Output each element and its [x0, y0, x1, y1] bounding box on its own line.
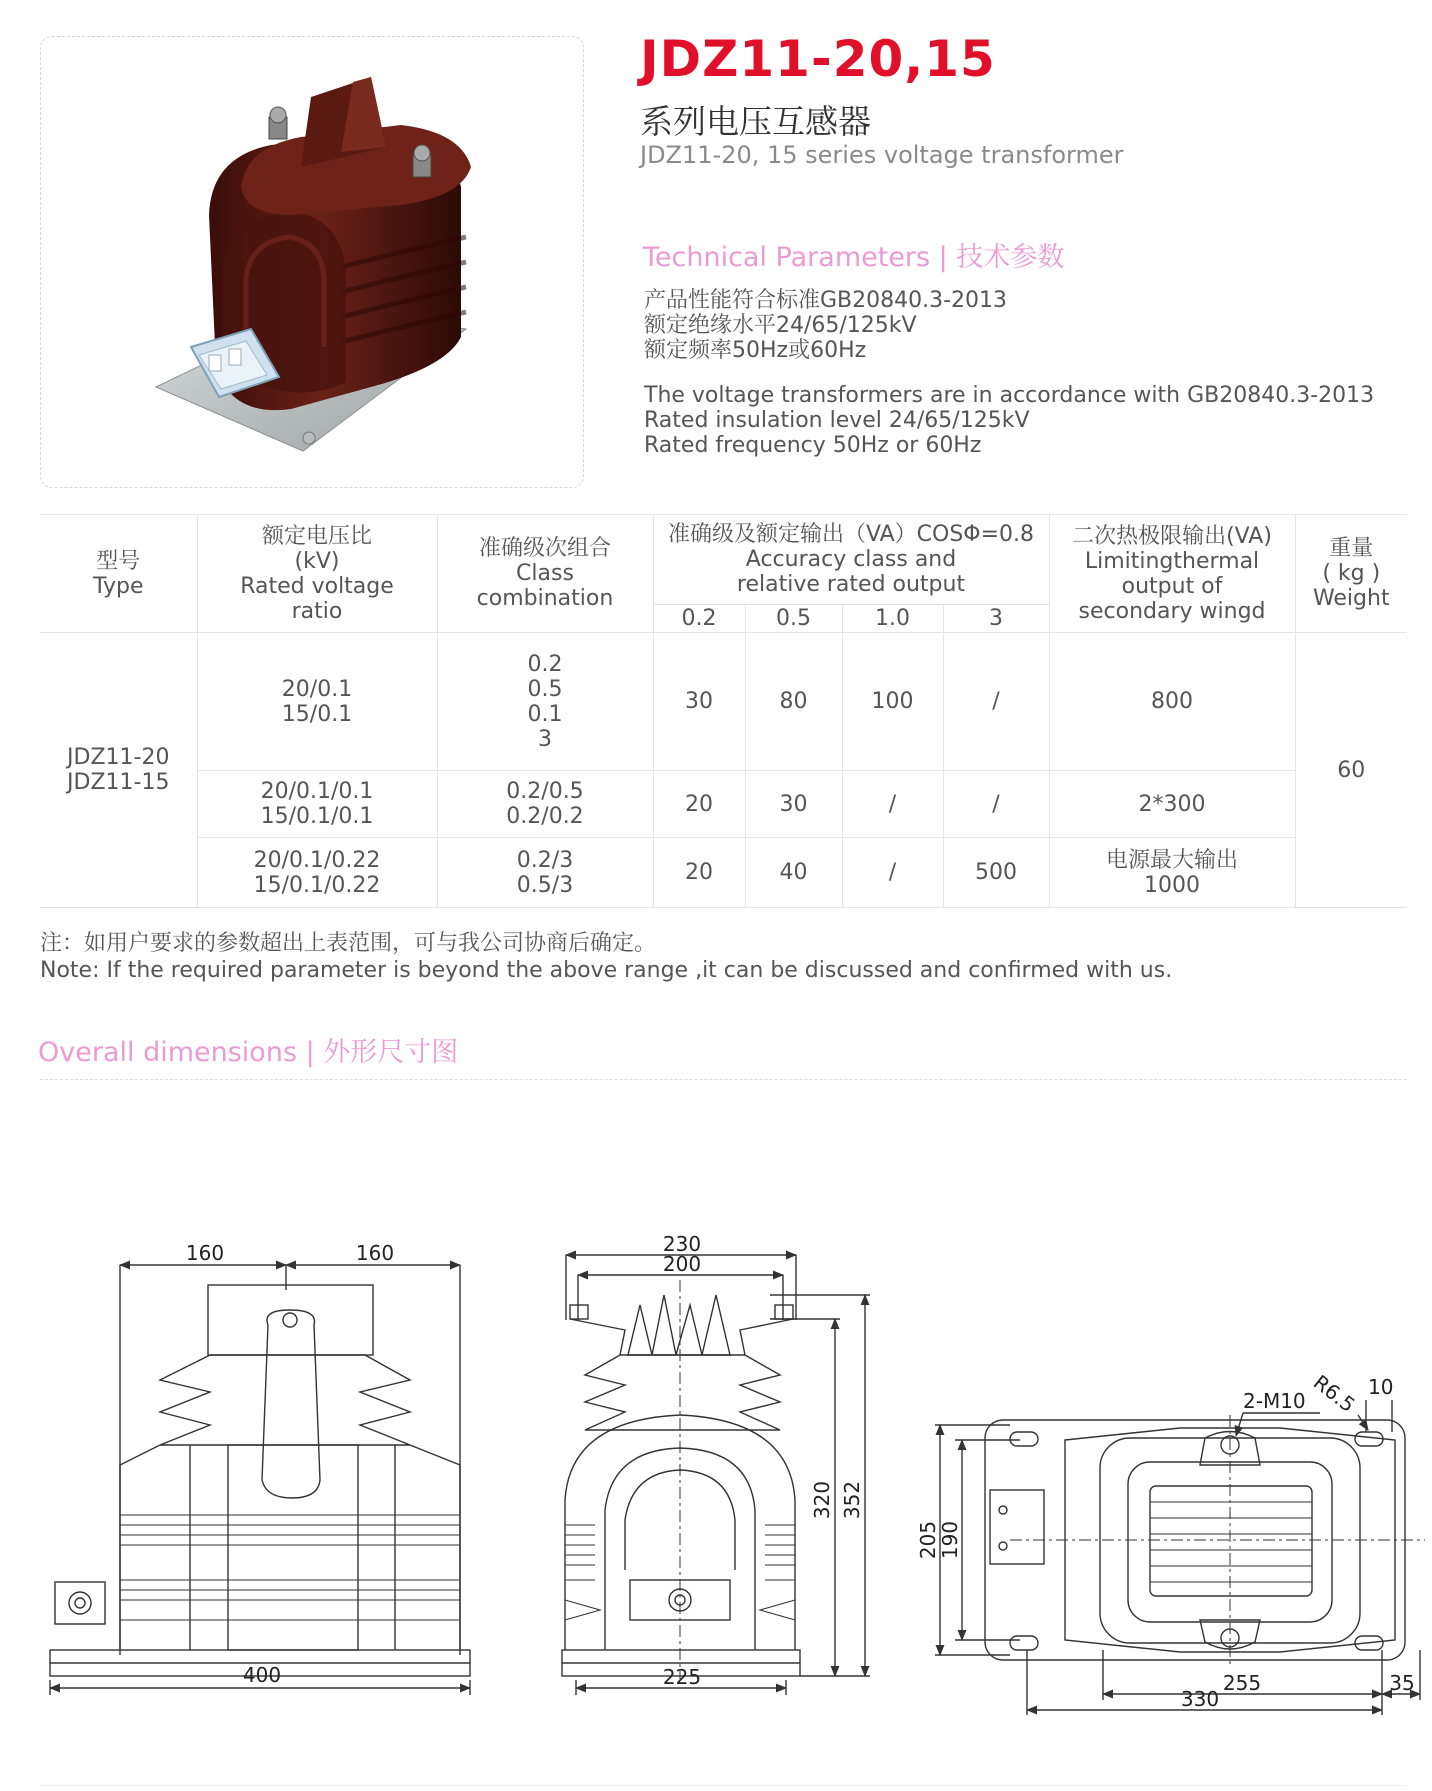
ratio-cell: 20/0.1/0.22 15/0.1/0.22: [197, 838, 437, 908]
header-thermal: 二次热极限输出(VA) Limitingthermal output of secondary wingd: [1049, 515, 1295, 633]
dim-plan-h-outer: 205: [916, 1520, 940, 1560]
value-cell: 40: [745, 838, 842, 908]
header-voltage-ratio: 额定电压比 (kV) Rated voltage ratio: [197, 515, 437, 633]
dim-plan-slot: 10: [1368, 1375, 1394, 1399]
technical-en-block: [644, 383, 1374, 458]
dim-side-height-outer: 352: [840, 1480, 864, 1520]
thermal-cell: 2*300: [1049, 771, 1295, 838]
value-cell: /: [943, 633, 1049, 771]
header-type: 型号 Type: [40, 515, 197, 633]
header-acc-3: 3: [943, 605, 1049, 633]
technical-cn-block: [644, 288, 1007, 363]
thermal-cell: 800: [1049, 633, 1295, 771]
technical-parameters-heading: Technical Parameters | 技术参数: [643, 242, 1065, 273]
value-cell: 20: [653, 838, 745, 908]
product-photo: [41, 37, 585, 489]
note-cn: 注：如用户要求的参数超出上表范围，可与我公司协商后确定。: [40, 931, 657, 956]
side-view: [562, 1255, 870, 1695]
header-accuracy: 准确级及额定输出（VA）COSΦ=0.8 Accuracy class and relative rated output: [653, 515, 1049, 605]
weight-cell: 60: [1295, 633, 1407, 908]
dim-front-left: 160: [185, 1241, 225, 1265]
plan-view: [935, 1400, 1425, 1715]
value-cell: 80: [745, 633, 842, 771]
type-cell: JDZ11-20 JDZ11-15: [40, 633, 197, 908]
front-view: [50, 1265, 470, 1695]
value-cell: 500: [943, 838, 1049, 908]
model-title: JDZ11-20,15: [640, 30, 996, 88]
header-acc-0.5: 0.5: [745, 605, 842, 633]
table-row: [40, 633, 1407, 771]
header-acc-0.2: 0.2: [653, 605, 745, 633]
dim-plan-h-inner: 190: [938, 1520, 962, 1560]
section-divider: [40, 1079, 1407, 1080]
table-row: [40, 771, 1407, 838]
table-row: [40, 838, 1407, 908]
spec-table: [40, 514, 1407, 908]
header-acc-1.0: 1.0: [842, 605, 943, 633]
tech-cn-line: 额定频率50Hz或60Hz: [644, 338, 867, 363]
tech-cn-line: 额定绝缘水平24/65/125kV: [644, 313, 917, 338]
product-photo-frame: [40, 36, 584, 488]
ratio-cell: 20/0.1/0.1 15/0.1/0.1: [197, 771, 437, 838]
value-cell: 20: [653, 771, 745, 838]
value-cell: 30: [745, 771, 842, 838]
tech-en-line: Rated insulation level 24/65/125kV: [644, 408, 1030, 433]
class-cell: 0.2/3 0.5/3: [437, 838, 653, 908]
value-cell: 30: [653, 633, 745, 771]
dim-front-right: 160: [355, 1241, 395, 1265]
overall-dimensions-heading: Overall dimensions | 外形尺寸图: [38, 1037, 459, 1068]
dim-side-top-outer: 230: [662, 1232, 702, 1256]
dimension-drawing: [0, 1180, 1432, 1720]
dim-plan-w-outer: 330: [1180, 1687, 1220, 1711]
value-cell: 100: [842, 633, 943, 771]
ratio-cell: 20/0.1 15/0.1: [197, 633, 437, 771]
dim-plan-bolt: 2-M10: [1243, 1389, 1306, 1413]
header-weight: 重量 ( kg ) Weight: [1295, 515, 1407, 633]
dim-plan-w-inner: 255: [1222, 1671, 1262, 1695]
thermal-cell: 电源最大输出 1000: [1049, 838, 1295, 908]
dim-side-top-inner: 200: [662, 1252, 702, 1276]
note-en: Note: If the required parameter is beyond the above range ,it can be discussed and confirmed with us.: [40, 958, 1173, 983]
dim-side-height-inner: 320: [810, 1480, 834, 1520]
model-subtitle-en: JDZ11-20, 15 series voltage transformer: [640, 141, 1124, 169]
dim-plan-radius: R6.5: [1308, 1370, 1360, 1418]
dim-side-base: 225: [662, 1665, 702, 1689]
model-subtitle-cn: 系列电压互感器: [640, 102, 871, 141]
class-cell: 0.2 0.5 0.1 3: [437, 633, 653, 771]
dim-front-base: 400: [242, 1663, 282, 1687]
value-cell: /: [943, 771, 1049, 838]
class-cell: 0.2/0.5 0.2/0.2: [437, 771, 653, 838]
tech-en-line: The voltage transformers are in accordance with GB20840.3-2013: [644, 383, 1375, 408]
value-cell: /: [842, 838, 943, 908]
dim-plan-offset: 35: [1389, 1671, 1415, 1695]
header-class-combination: 准确级次组合 Class combination: [437, 515, 653, 633]
tech-cn-line: 产品性能符合标准GB20840.3-2013: [644, 288, 1008, 313]
value-cell: /: [842, 771, 943, 838]
tech-en-line: Rated frequency 50Hz or 60Hz: [644, 433, 982, 458]
bottom-divider: [40, 1785, 1407, 1786]
